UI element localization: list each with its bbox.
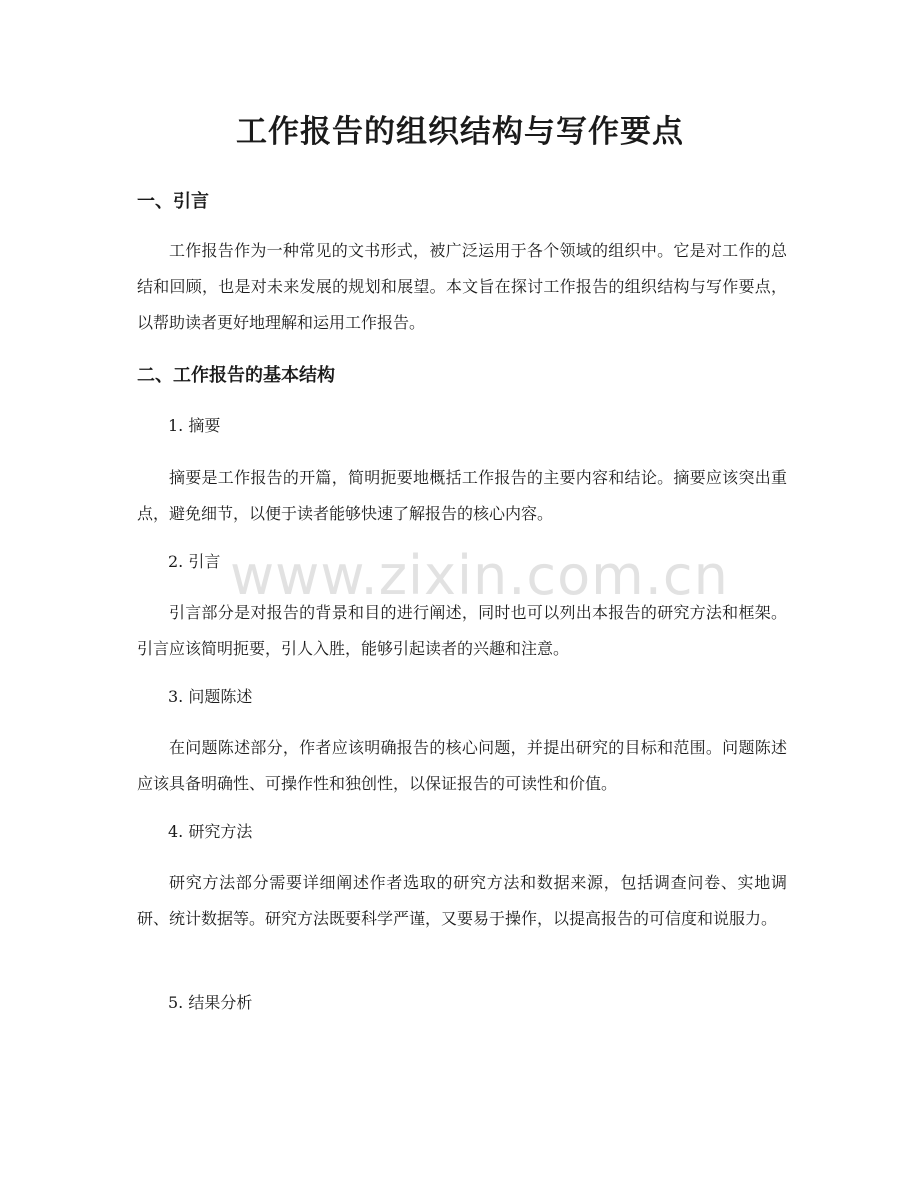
page-title: 工作报告的组织结构与写作要点 xyxy=(236,114,684,150)
paragraph-method: 研究方法部分需要详细阐述作者选取的研究方法和数据来源，包括调查问卷、实地调研、统计数据等。研究方法既要科学严谨，又要易于操作，以提高报告的可信度和说服力。 xyxy=(137,873,787,928)
paragraph-problem: 在问题陈述部分，作者应该明确报告的核心问题，并提出研究的目标和范围。问题陈述应该具备明确性、可操作性和独创性，以保证报告的可读性和价值。 xyxy=(137,738,787,793)
subheading-results: 5. 结果分析 xyxy=(168,993,253,1012)
watermark-text: www.zixin.com.cn xyxy=(230,544,729,607)
paragraph-introduction: 引言部分是对报告的背景和目的进行阐述，同时也可以列出本报告的研究方法和框架。引言应该简明扼要，引人入胜，能够引起读者的兴趣和注意。 xyxy=(137,603,787,658)
section-heading-structure: 二、工作报告的基本结构 xyxy=(137,365,335,386)
subheading-introduction: 2. 引言 xyxy=(168,552,221,571)
section-heading-intro: 一、引言 xyxy=(137,191,209,212)
subheading-problem: 3. 问题陈述 xyxy=(168,687,253,706)
paragraph-intro: 工作报告作为一种常见的文书形式，被广泛运用于各个领域的组织中。它是对工作的总结和回顾，也是对未来发展的规划和展望。本文旨在探讨工作报告的组织结构与写作要点，以帮助读者更好地理解和运用工作报告。 xyxy=(137,241,787,332)
subheading-method: 4. 研究方法 xyxy=(168,822,253,841)
subheading-summary: 1. 摘要 xyxy=(168,416,221,435)
paragraph-summary: 摘要是工作报告的开篇，简明扼要地概括工作报告的主要内容和结论。摘要应该突出重点，避免细节，以便于读者能够快速了解报告的核心内容。 xyxy=(137,468,787,523)
